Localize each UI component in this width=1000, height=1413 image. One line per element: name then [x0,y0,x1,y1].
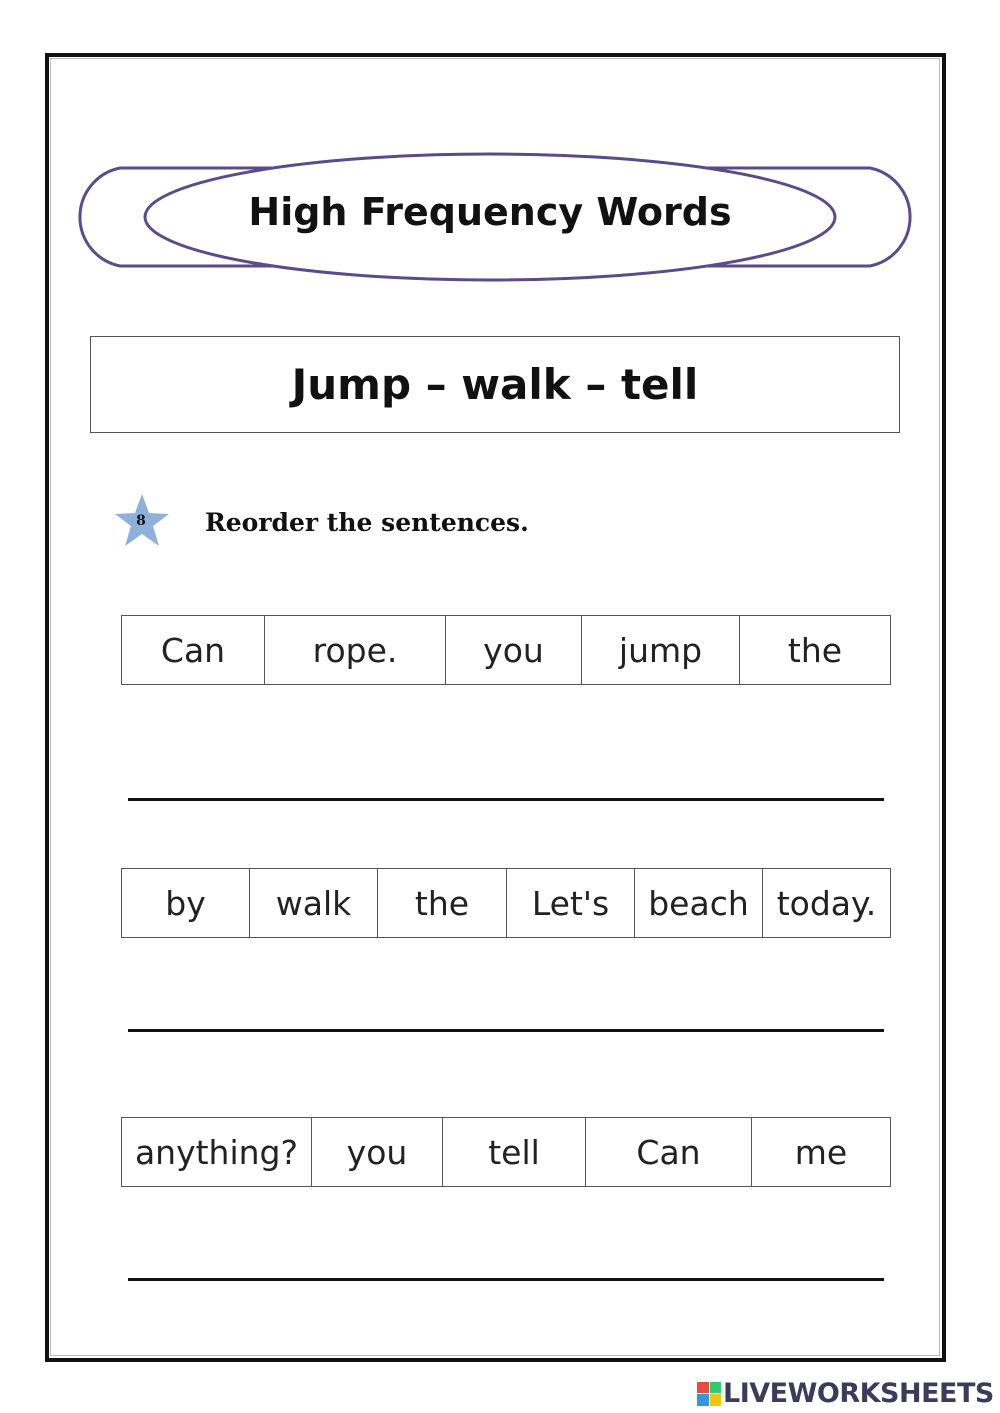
instruction-text: Reorder the sentences. [205,508,529,537]
word-card[interactable]: you [312,1118,443,1186]
watermark-text: LIVEWORKSHEETS [723,1378,994,1409]
page-title: High Frequency Words [248,190,732,234]
word-card[interactable]: tell [443,1118,586,1186]
word-row-3 [121,1117,891,1187]
word-row-2 [121,868,891,938]
word-card[interactable]: today. [776,883,877,923]
word-card[interactable]: Can [122,616,265,684]
word-card[interactable]: you [446,616,582,684]
exercise-number: 8 [136,513,146,529]
logo-icon [697,1382,721,1406]
word-row-1 [121,615,891,685]
word-card[interactable]: anything? [122,1118,312,1186]
word-card[interactable]: me [794,1132,848,1172]
focus-words: Jump – walk – tell [291,360,699,409]
answer-line-3[interactable] [128,1278,884,1281]
word-card[interactable]: walk [250,869,378,937]
answer-line-2[interactable] [128,1029,884,1032]
word-card[interactable]: Can [586,1118,752,1186]
word-card[interactable]: the [378,869,507,937]
word-card[interactable]: beach [635,869,763,937]
word-card[interactable]: Let's [507,869,635,937]
word-card[interactable]: the [787,630,843,670]
focus-words-box [90,336,900,433]
liveworksheets-logo [697,1378,994,1409]
answer-line-1[interactable] [128,798,884,801]
word-card[interactable]: rope. [265,616,446,684]
word-card[interactable]: jump [582,616,740,684]
word-card[interactable]: by [122,869,250,937]
